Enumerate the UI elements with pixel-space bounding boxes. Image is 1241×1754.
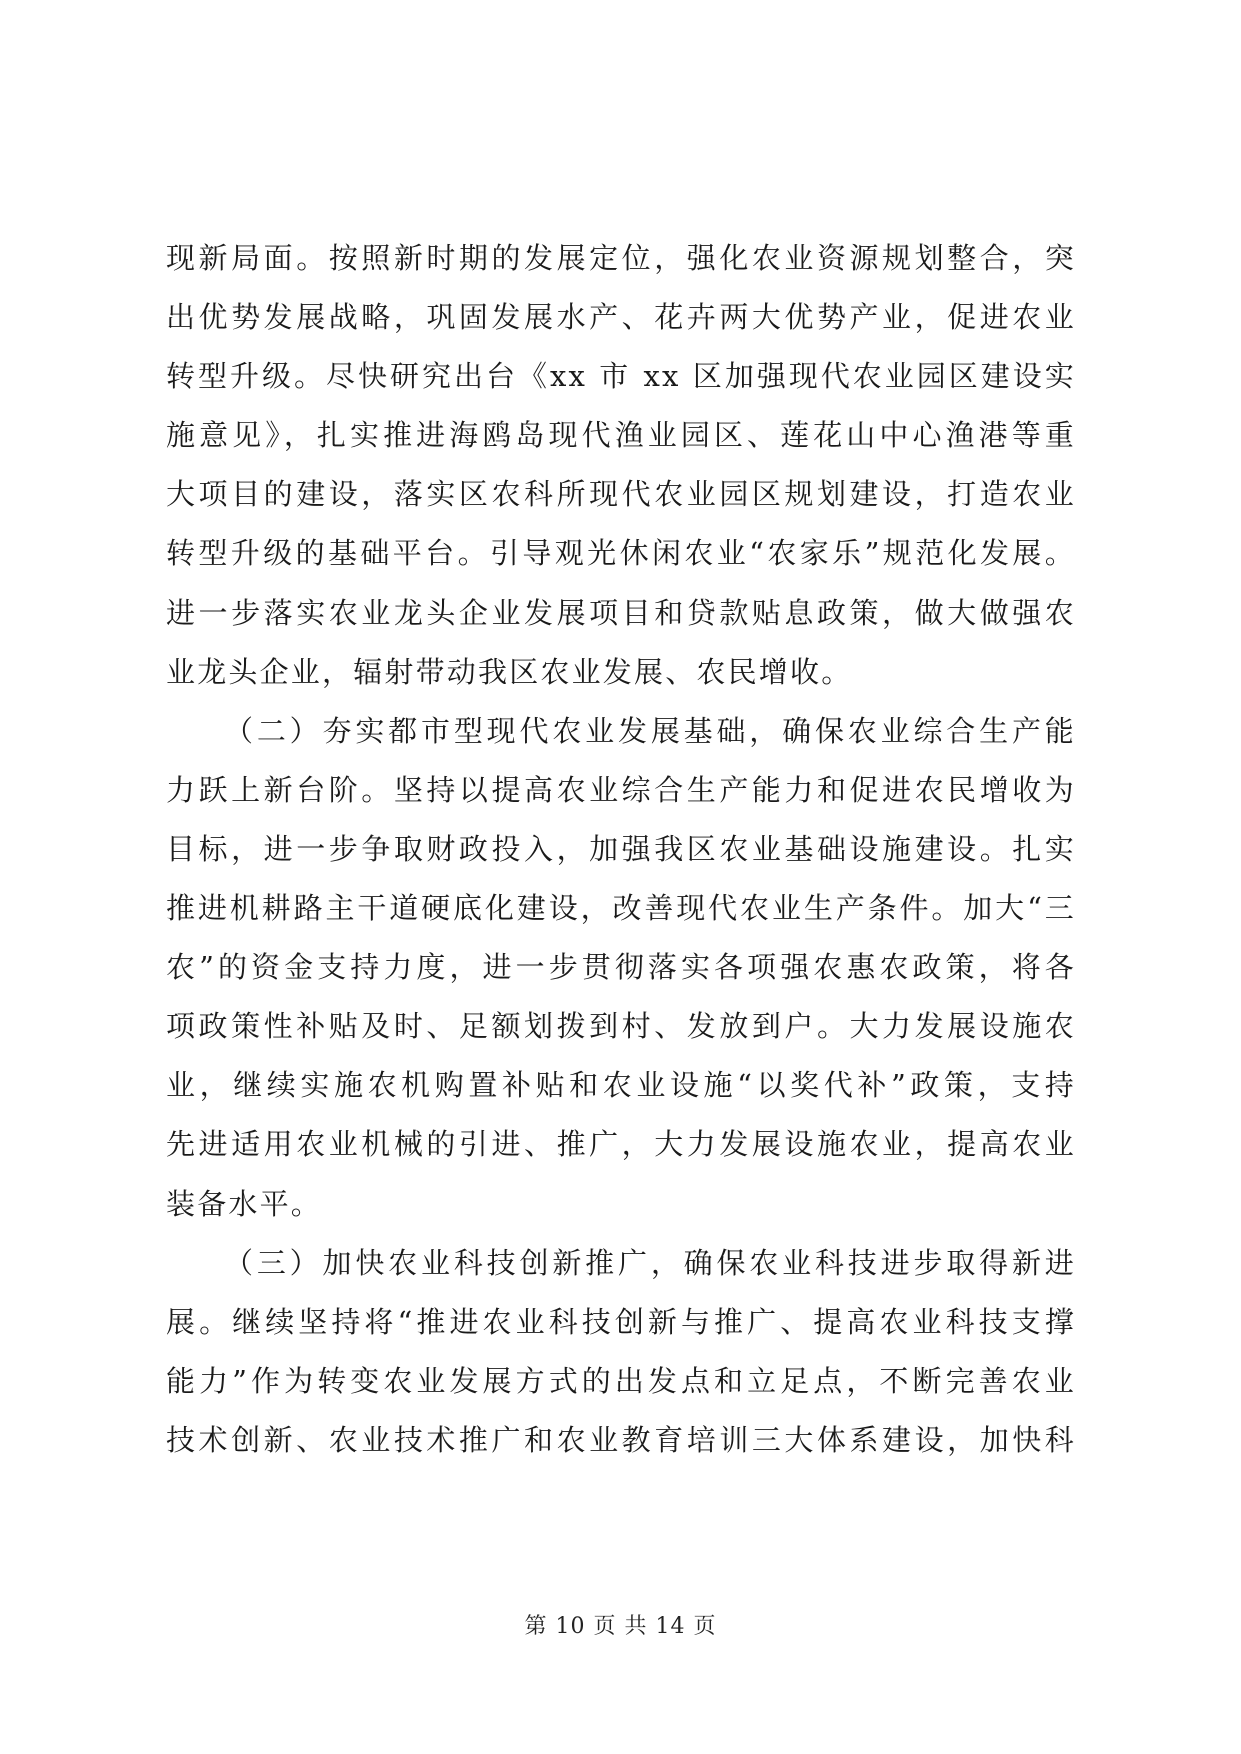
page-number-footer: 第 10 页 共 14 页 <box>524 1614 717 1639</box>
text-line: 出优势发展战略，巩固发展水产、花卉两大优势产业，促进农业 <box>166 300 1076 335</box>
text-line: 现新局面。按照新时期的发展定位，强化农业资源规划整合，突 <box>166 241 1076 275</box>
text-line: 技术创新、农业技术推广和农业教育培训三大体系建设，加快科 <box>166 1422 1076 1457</box>
body-text <box>166 229 1076 1470</box>
section-heading-line: （三）加快农业科技创新推广，确保农业科技进步取得新进 <box>224 1245 1076 1280</box>
text-line: 目标，进一步争取财政投入，加强我区农业基础设施建设。扎实 <box>166 831 1076 866</box>
text-line: 施意见》，扎实推进海鸥岛现代渔业园区、莲花山中心渔港等重 <box>166 418 1076 453</box>
text-line: 农”的资金支持力度，进一步贯彻落实各项强农惠农政策，将各 <box>166 950 1076 985</box>
text-line: 大项目的建设，落实区农科所现代农业园区规划建设，打造农业 <box>166 477 1076 512</box>
text-line: 推进机耕路主干道硬底化建设，改善现代农业生产条件。加大“三 <box>166 891 1076 926</box>
text-line: 业龙头企业，辐射带动我区农业发展、农民增收。 <box>166 654 853 689</box>
text-line: 项政策性补贴及时、足额划拨到村、发放到户。大力发展设施农 <box>166 1009 1076 1044</box>
text-line: 能力”作为转变农业发展方式的出发点和立足点，不断完善农业 <box>166 1363 1076 1398</box>
text-line: 装备水平。 <box>166 1186 323 1221</box>
text-line: 业，继续实施农机购置补贴和农业设施“以奖代补”政策，支持 <box>166 1068 1076 1103</box>
text-line: 力跃上新台阶。坚持以提高农业综合生产能力和促进农民增收为 <box>166 772 1076 807</box>
text-line: 转型升级。尽快研究出台《xx 市 xx 区加强现代农业园区建设实 <box>166 359 1076 394</box>
text-line: 转型升级的基础平台。引导观光休闲农业“农家乐”规范化发展。 <box>166 536 1076 571</box>
text-line: 进一步落实农业龙头企业发展项目和贷款贴息政策，做大做强农 <box>166 595 1076 630</box>
section-heading-line: （二）夯实都市型现代农业发展基础，确保农业综合生产能 <box>224 713 1076 748</box>
text-line: 展。继续坚持将“推进农业科技创新与推广、提高农业科技支撑 <box>166 1304 1076 1339</box>
text-line: 先进适用农业机械的引进、推广，大力发展设施农业，提高农业 <box>166 1127 1076 1162</box>
